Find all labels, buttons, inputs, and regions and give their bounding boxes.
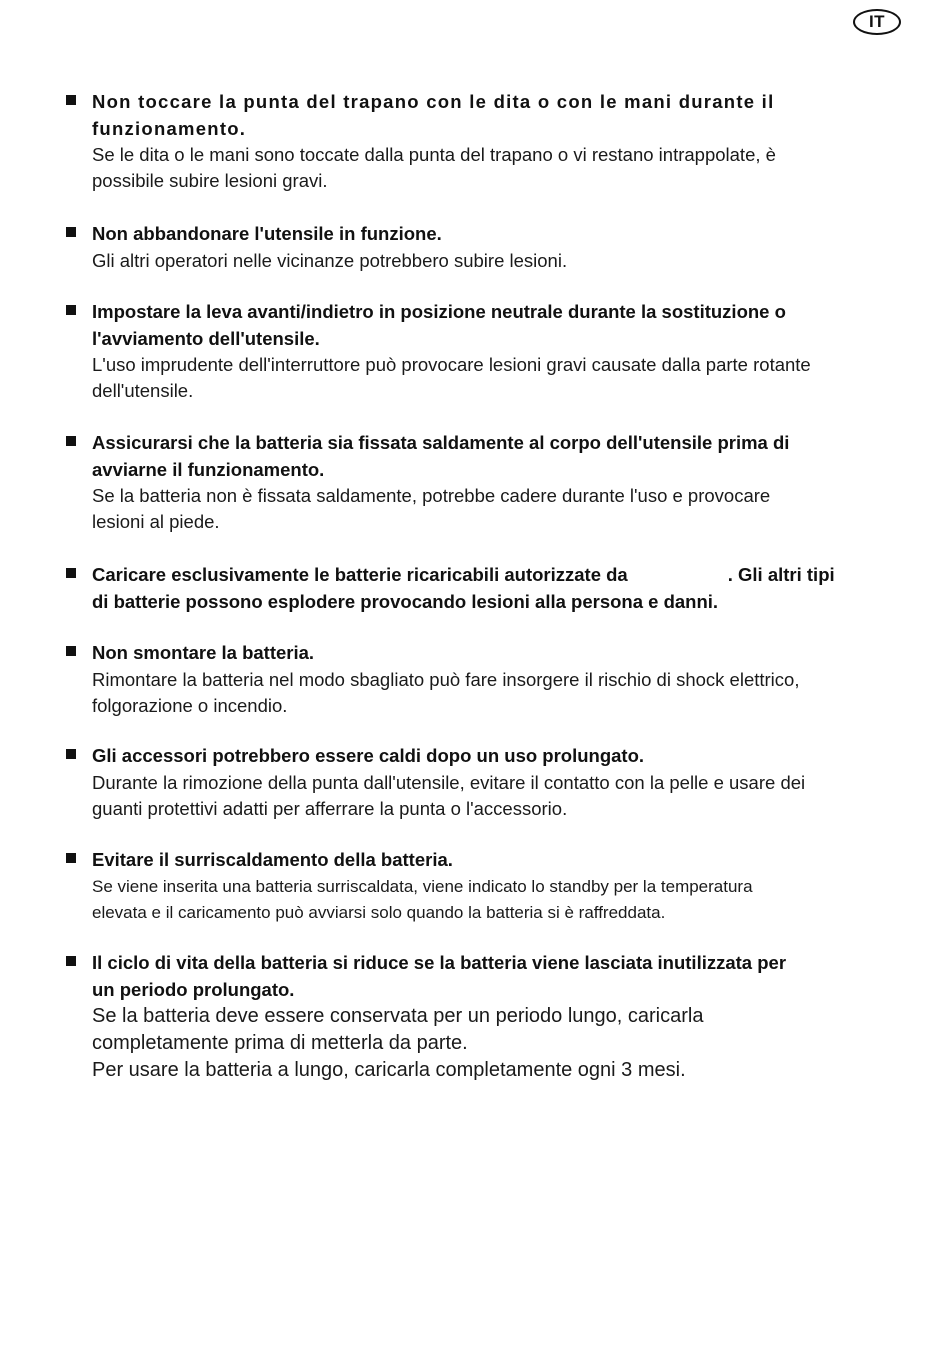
instruction-body-line: folgorazione o incendio. <box>92 694 288 716</box>
instruction-body-line: Gli altri operatori nelle vicinanze potrebbero subire lesioni. <box>92 249 568 271</box>
instruction-heading: Non toccare la punta del trapano con le dita o con le mani durante il funzionamento. <box>92 91 775 139</box>
instruction-body-line: Se la batteria non è fissata saldamente, potrebbe cadere durante l'uso e provocare <box>92 485 771 506</box>
heading-part: . Gli altri tipi <box>727 564 835 585</box>
instruction-heading: Evitare il surriscaldamento della batteria. <box>92 849 453 870</box>
instruction-body-line: Se viene inserita una batteria surriscaldata, viene indicato lo standby per la temperatura <box>92 876 753 896</box>
bullet-square-icon <box>66 227 76 237</box>
bullet-square-icon <box>66 749 76 759</box>
instruction-heading: Non smontare la batteria. <box>92 642 315 663</box>
instruction-body-line: guanti protettivi adatti per afferrare la punta o l'accessorio. <box>92 797 568 819</box>
instruction-body-line: Per usare la batteria a lungo, caricarla completamente ogni 3 mesi. <box>92 1059 686 1081</box>
bullet-square-icon <box>66 646 76 656</box>
language-badge: IT <box>853 9 901 35</box>
instruction-heading-line <box>92 562 912 589</box>
bullet-square-icon <box>66 956 76 966</box>
bullet-square-icon <box>66 568 76 578</box>
instruction-body-line: lesioni al piede. <box>92 511 220 532</box>
instruction-body-line: Se la batteria deve essere conservata per un periodo lungo, caricarla <box>92 1005 704 1027</box>
instruction-heading-line: Il ciclo di vita della batteria si riduce se la batteria viene lasciata inutilizzata per <box>92 952 787 973</box>
instruction-body-line: dell'utensile. <box>92 380 194 401</box>
instruction-heading: Gli accessori potrebbero essere caldi dopo un uso prolungato. <box>92 745 645 766</box>
instruction-heading-line: Assicurarsi che la batteria sia fissata saldamente al corpo dell'utensile prima di <box>92 432 790 453</box>
instruction-heading-line: Impostare la leva avanti/indietro in posizione neutrale durante la sostituzione o <box>92 301 786 322</box>
bullet-square-icon <box>66 436 76 446</box>
instruction-body-line: Durante la rimozione della punta dall'utensile, evitare il contatto con la pelle e usare dei <box>92 771 806 793</box>
instruction-heading-line: un periodo prolungato. <box>92 978 295 1000</box>
bullet-square-icon <box>66 853 76 863</box>
instruction-body-line: completamente prima di metterla da parte. <box>92 1032 468 1054</box>
instruction-heading-line: l'avviamento dell'utensile. <box>92 327 320 349</box>
bullet-square-icon <box>66 305 76 315</box>
instruction-heading: Non abbandonare l'utensile in funzione. <box>92 223 442 244</box>
instruction-body-line: possibile subire lesioni gravi. <box>92 170 328 191</box>
heading-part: Caricare esclusivamente le batterie ricaricabili autorizzate da <box>92 564 628 585</box>
instruction-body-line: L'uso imprudente dell'interruttore può provocare lesioni gravi causate dalla parte rotante <box>92 354 811 375</box>
instruction-heading-line: di batterie possono esplodere provocando lesioni alla persona e danni. <box>92 590 719 612</box>
instruction-body-line: elevata e il caricamento può avviarsi solo quando la batteria si è raffreddata. <box>92 902 666 922</box>
instruction-body-line: Rimontare la batteria nel modo sbagliato può fare insorgere il rischio di shock elettrico, <box>92 668 800 690</box>
instruction-body-line: Se le dita o le mani sono toccate dalla punta del trapano o vi restano intrappolate, è <box>92 144 776 165</box>
instruction-heading-line: avviarne il funzionamento. <box>92 458 325 480</box>
bullet-square-icon <box>66 95 76 105</box>
